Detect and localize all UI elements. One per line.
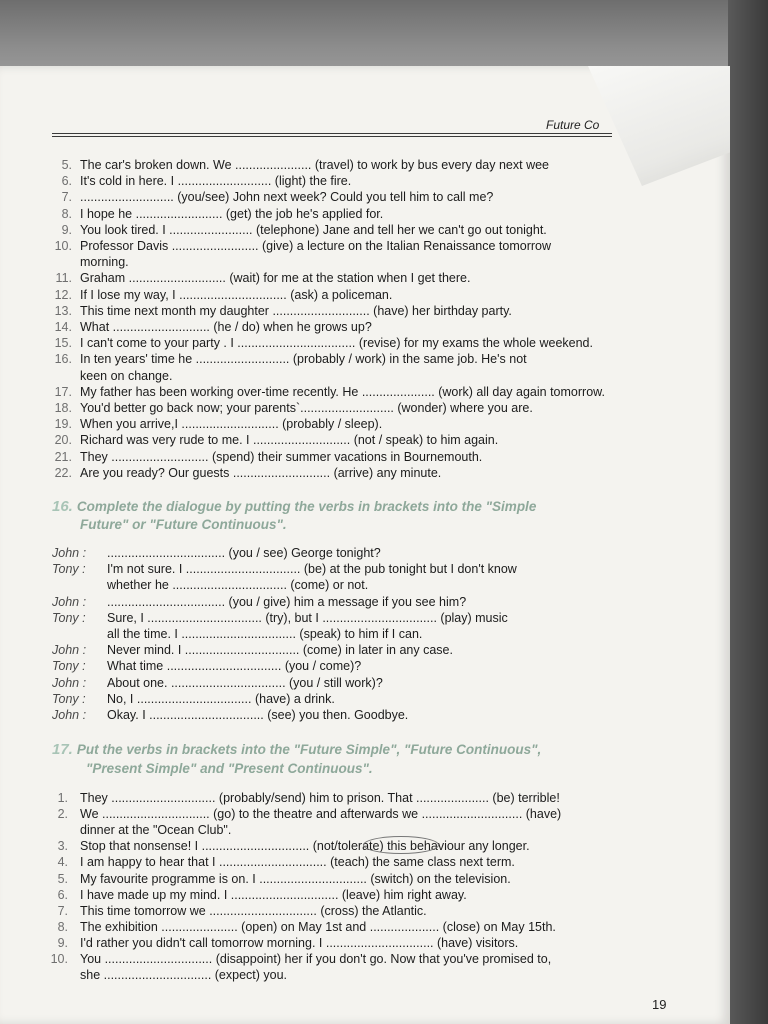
speaker-label: John : xyxy=(52,708,87,722)
exercise-number: 16. xyxy=(52,498,73,515)
item-text: They ............................ (spend) their summer vacations in Bournemouth. xyxy=(80,449,483,464)
item-number: 10. xyxy=(50,952,68,966)
item-text: Are you ready? Our guests ............................ (arrive) any minute. xyxy=(80,465,442,480)
item-text: If I lose my way, I ............................... (ask) a policeman. xyxy=(80,287,393,302)
dialogue-line: all the time. I ................................. (speak) to him if I can. xyxy=(107,627,423,641)
item-number: 1. xyxy=(57,791,68,805)
speaker-label: John : xyxy=(52,594,87,609)
header-rule xyxy=(52,136,612,137)
item-number: 9. xyxy=(61,222,72,237)
item-number: 4. xyxy=(57,855,68,870)
dialogue-line: About one. ................................. (you / still work)? xyxy=(107,675,383,690)
item-number: 6. xyxy=(61,174,72,189)
speaker-label: Tony : xyxy=(52,659,86,674)
item-text: When you arrive,I ............................ (probably / sleep). xyxy=(80,417,383,432)
item-number: 21. xyxy=(54,449,72,464)
item-number: 22. xyxy=(54,465,72,480)
item-text: You look tired. I ........................ (telephone) Jane and tell her we can't go out tonight. xyxy=(80,222,547,237)
item-text: I can't come to your party . I .................................. (revise) for my exams the whole weekend. xyxy=(80,336,593,351)
item-text: she ............................... (expect) you. xyxy=(80,968,288,983)
item-number: 6. xyxy=(57,887,68,902)
dialogue-line: What time ................................. (you / come)? xyxy=(107,659,362,674)
dialogue-line: .................................. (you / give) him a message if you see him? xyxy=(107,594,467,609)
item-text: What ............................ (he / do) when he grows up? xyxy=(80,320,372,334)
item-text: This time tomorrow we ............................... (cross) the Atlantic. xyxy=(80,903,427,918)
background-right xyxy=(728,0,768,1024)
item-text: Richard was very rude to me. I ............................ (not / speak) to him again. xyxy=(80,433,499,448)
item-number: 7. xyxy=(61,190,72,205)
item-text: Stop that nonsense! I ............................... (not/tolerate) this behaviour any longer. xyxy=(80,839,530,854)
item-number: 10. xyxy=(54,239,72,253)
header-rule xyxy=(52,133,612,134)
item-number: 5. xyxy=(61,158,72,172)
item-text: In ten years' time he ........................... (probably / work) in the same job. He's not xyxy=(80,352,527,367)
item-number: 7. xyxy=(57,903,68,918)
exercise-16-heading-line2: Future" or "Future Continuous". xyxy=(80,517,287,532)
item-text: You ............................... (disappoint) her if you don't go. Now that you've promised to, xyxy=(80,952,552,966)
dialogue-line: .................................. (you / see) George tonight? xyxy=(107,546,381,560)
item-number: 5. xyxy=(57,871,68,886)
item-text: My favourite programme is on. I ............................... (switch) on the television. xyxy=(80,871,511,886)
exercise-number: 17. xyxy=(52,741,73,758)
item-text: I have made up my mind. I ............................... (leave) him right away. xyxy=(80,887,467,902)
item-text: The car's broken down. We ...................... (travel) to work by bus every day next wee xyxy=(80,158,550,172)
item-text: You'd better go back now; your parents`........................... (wonder) where you are. xyxy=(80,401,533,415)
speaker-label: Tony : xyxy=(52,691,86,706)
item-number: 16. xyxy=(54,352,72,367)
item-number: 19. xyxy=(54,417,72,432)
item-text: They .............................. (probably/send) him to prison. That ..................... (be) terrible! xyxy=(80,791,560,805)
item-text: Professor Davis ......................... (give) a lecture on the Italian Renaissance tomorrow xyxy=(80,239,552,253)
item-number: 18. xyxy=(54,401,72,415)
item-number: 2. xyxy=(57,807,68,822)
item-number: 17. xyxy=(54,384,72,399)
item-text: My father has been working over-time recently. He ..................... (work) all day again tomorrow. xyxy=(80,384,605,399)
item-number: 8. xyxy=(61,206,72,221)
exercise-17-heading: 17. Put the verbs in brackets into the "Future Simple", "Future Continuous", xyxy=(52,741,542,758)
exercise-17-heading-line2: "Present Simple" and "Present Continuous". xyxy=(86,761,373,776)
item-number: 14. xyxy=(54,320,72,334)
running-head: Future Co xyxy=(546,118,600,132)
item-text: I'd rather you didn't call tomorrow morning. I ............................... (have) visitors. xyxy=(80,935,519,950)
item-number: 12. xyxy=(54,287,72,302)
dialogue-line: I'm not sure. I ................................. (be) at the pub tonight but I don't know xyxy=(107,562,517,577)
item-number: 11. xyxy=(55,271,72,286)
speaker-label: Tony : xyxy=(52,562,86,577)
dialogue-line: Okay. I ................................. (see) you then. Goodbye. xyxy=(107,708,409,722)
exercise-16-heading: 16. Complete the dialogue by putting the verbs in brackets into the "Simple xyxy=(52,498,537,515)
item-text: keen on change. xyxy=(80,368,173,383)
speaker-label: Tony : xyxy=(52,610,86,625)
pen-circle-mark xyxy=(363,836,439,854)
item-text: The exhibition ...................... (open) on May 1st and .................... (close) on May 15th. xyxy=(80,919,556,934)
item-text: We ............................... (go) to the theatre and afterwards we ............................. (have) xyxy=(80,807,562,822)
item-number: 8. xyxy=(57,919,68,934)
item-text: This time next month my daughter ............................ (have) her birthday party. xyxy=(80,303,512,318)
dialogue-line: Never mind. I ................................. (come) in later in any case. xyxy=(107,643,453,658)
item-number: 15. xyxy=(54,336,72,351)
speaker-label: John : xyxy=(52,546,87,560)
dialogue-line: whether he ................................. (come) or not. xyxy=(107,578,369,593)
speaker-label: John : xyxy=(52,643,87,658)
item-number: 20. xyxy=(54,433,72,448)
speaker-label: John : xyxy=(52,675,87,690)
dialogue-line: Sure, I ................................. (try), but I ................................. (play) music xyxy=(107,610,508,625)
item-text: ........................... (you/see) John next week? Could you tell him to call me? xyxy=(80,190,494,205)
item-text: It's cold in here. I ........................... (light) the fire. xyxy=(80,174,352,189)
item-text: I hope he ......................... (get) the job he's applied for. xyxy=(80,206,384,221)
item-text: dinner at the "Ocean Club". xyxy=(80,823,232,838)
item-text: I am happy to hear that I ............................... (teach) the same class next term. xyxy=(80,855,515,870)
item-number: 13. xyxy=(54,303,72,318)
item-text: Graham ............................ (wait) for me at the station when I get there. xyxy=(80,271,471,286)
item-number: 9. xyxy=(57,935,68,950)
page-number: 19 xyxy=(652,997,667,1012)
dialogue-line: No, I ................................. (have) a drink. xyxy=(107,691,335,706)
item-text: morning. xyxy=(80,255,129,270)
item-number: 3. xyxy=(57,839,68,854)
